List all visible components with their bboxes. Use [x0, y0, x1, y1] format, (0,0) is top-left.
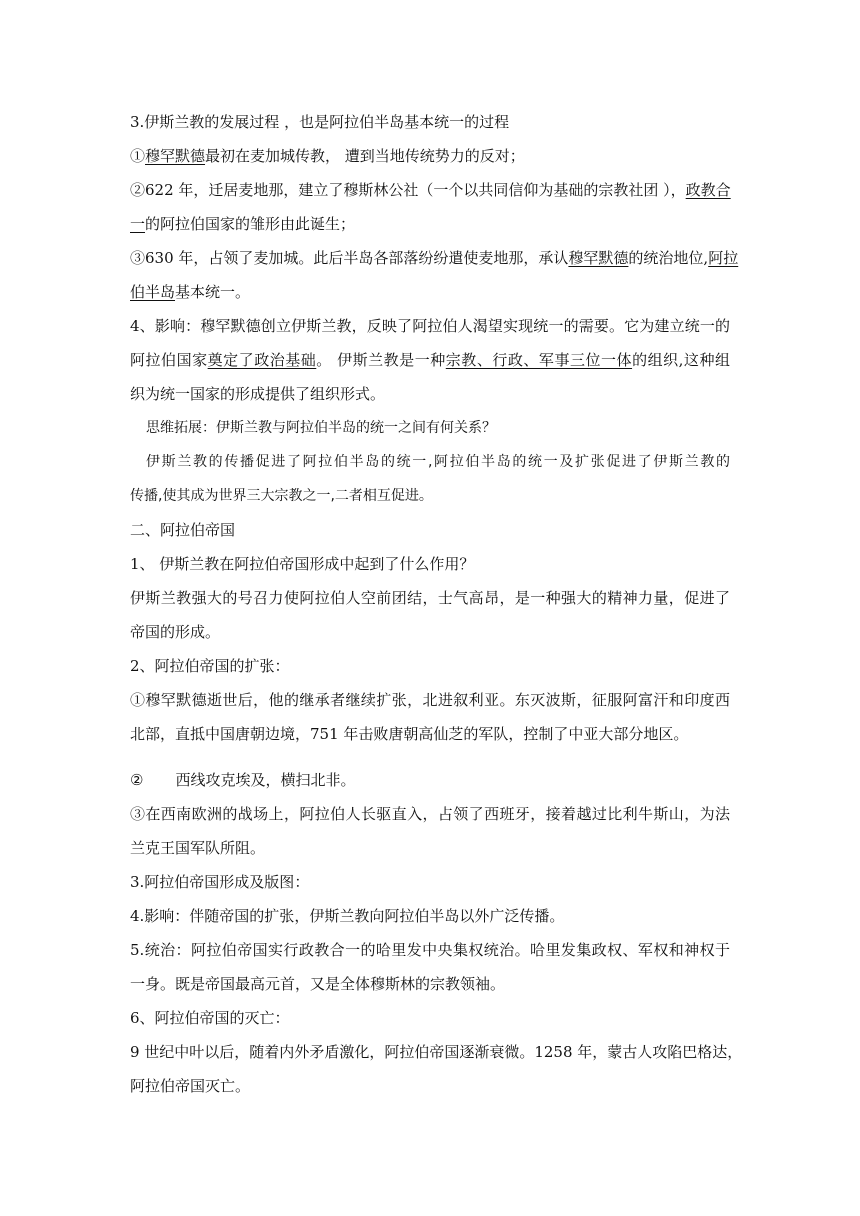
text-line: 织为统一国家的形成提供了组织形式。: [130, 385, 386, 403]
underlined-text: 宗教、行政、军事三位一体: [445, 351, 633, 369]
underlined-text: 政教合: [685, 181, 731, 199]
text-line: ①穆罕默德逝世后，他的继承者继续扩张，北进叙利亚。东灭波斯，征服阿富汗和印度西: [130, 691, 730, 709]
text-line: 4、影响：穆罕默德创立伊斯兰教，反映了阿拉伯人渴望实现统一的需要。它为建立统一的: [130, 317, 730, 335]
text-line: 帝国的形成。: [130, 623, 221, 641]
text-line: 2、阿拉伯帝国的扩张：: [130, 657, 290, 675]
text-line: 5.统治：阿拉伯帝国实行政教合一的哈里发中央集权统治。哈里发集政权、军权和神权于: [130, 941, 730, 959]
text-line: 传播,使其成为世界三大宗教之一,二者相互促进。: [130, 488, 433, 504]
text-line: 伊斯兰教强大的号召力使阿拉伯人空前团结，士气高昂，是一种强大的精神力量，促进了: [130, 589, 730, 607]
text-line: 一的阿拉伯国家的雏形由此诞生；: [130, 215, 356, 233]
heading-islam-development: 3.伊斯兰教的发展过程 ，也是阿拉伯半岛基本统一的过程: [130, 113, 510, 131]
text-line: [130, 520, 235, 540]
text-line: ①穆罕默德最初在麦加城传教， 遭到当地传统势力的反对；: [130, 147, 525, 165]
underlined-text: 一: [130, 215, 146, 233]
text-line: 9 世纪中叶以后，随着内外矛盾激化，阿拉伯帝国逐渐衰微。1258 年，蒙古人攻陷巴格达，: [130, 1043, 743, 1061]
text-line: ③在西南欧洲的战场上，阿拉伯人长驱直入，占领了西班牙，接着越过比利牛斯山，为法: [130, 805, 730, 823]
underlined-text: 穆罕默德: [145, 147, 206, 165]
section-heading-arab-empire: 二、阿拉伯帝国: [130, 521, 236, 539]
text-line: 阿拉伯帝国灭亡。: [130, 1077, 251, 1095]
text-line: 6、阿拉伯帝国的灭亡：: [130, 1009, 290, 1027]
text-line: [130, 112, 509, 132]
text-line: 伯半岛基本统一。: [130, 283, 251, 301]
text-line: [146, 418, 496, 438]
text-line: 兰克王国军队所阻。: [130, 839, 266, 857]
text-line: 1、 伊斯兰教在阿拉伯帝国形成中起到了什么作用？: [130, 555, 475, 573]
text-line: ③630 年，占领了麦加城。此后半岛各部落纷纷遣使麦地那，承认穆罕默德的统治地位,阿拉: [130, 249, 739, 267]
text-line: 北部，直抵中国唐朝边境，751 年击败唐朝高仙芝的军队，控制了中亚大部分地区。: [130, 725, 689, 743]
text-line: 阿拉伯国家奠定了政治基础。 伊斯兰教是一种宗教、行政、军事三位一体的组织,这种组: [130, 351, 730, 369]
underlined-text: 穆罕默德: [568, 249, 629, 267]
underlined-text: 奠定了政治基础: [207, 351, 317, 369]
thinking-extension-question: 思维拓展：伊斯兰教与阿拉伯半岛的统一之间有何关系？: [146, 420, 496, 436]
text-line: 3.阿拉伯帝国形成及版图：: [130, 873, 310, 891]
text-line: ② 西线攻克埃及，横扫北非。: [130, 771, 356, 789]
text-line: 一身。既是帝国最高元首，又是全体穆斯林的宗教领袖。: [130, 975, 506, 993]
underlined-text: 阿拉: [708, 249, 739, 267]
underlined-text: 伯半岛: [130, 283, 176, 301]
text-line: ②622 年，迁居麦地那，建立了穆斯林公社（一个以共同信仰为基础的宗教社团 ），政教合: [130, 181, 731, 199]
text-line: 4.影响：伴随帝国的扩张，伊斯兰教向阿拉伯半岛以外广泛传播。: [130, 907, 565, 925]
text-line: 伊斯兰教的传播促进了阿拉伯半岛的统一,阿拉伯半岛的统一及扩张促进了伊斯兰教的: [146, 454, 730, 470]
